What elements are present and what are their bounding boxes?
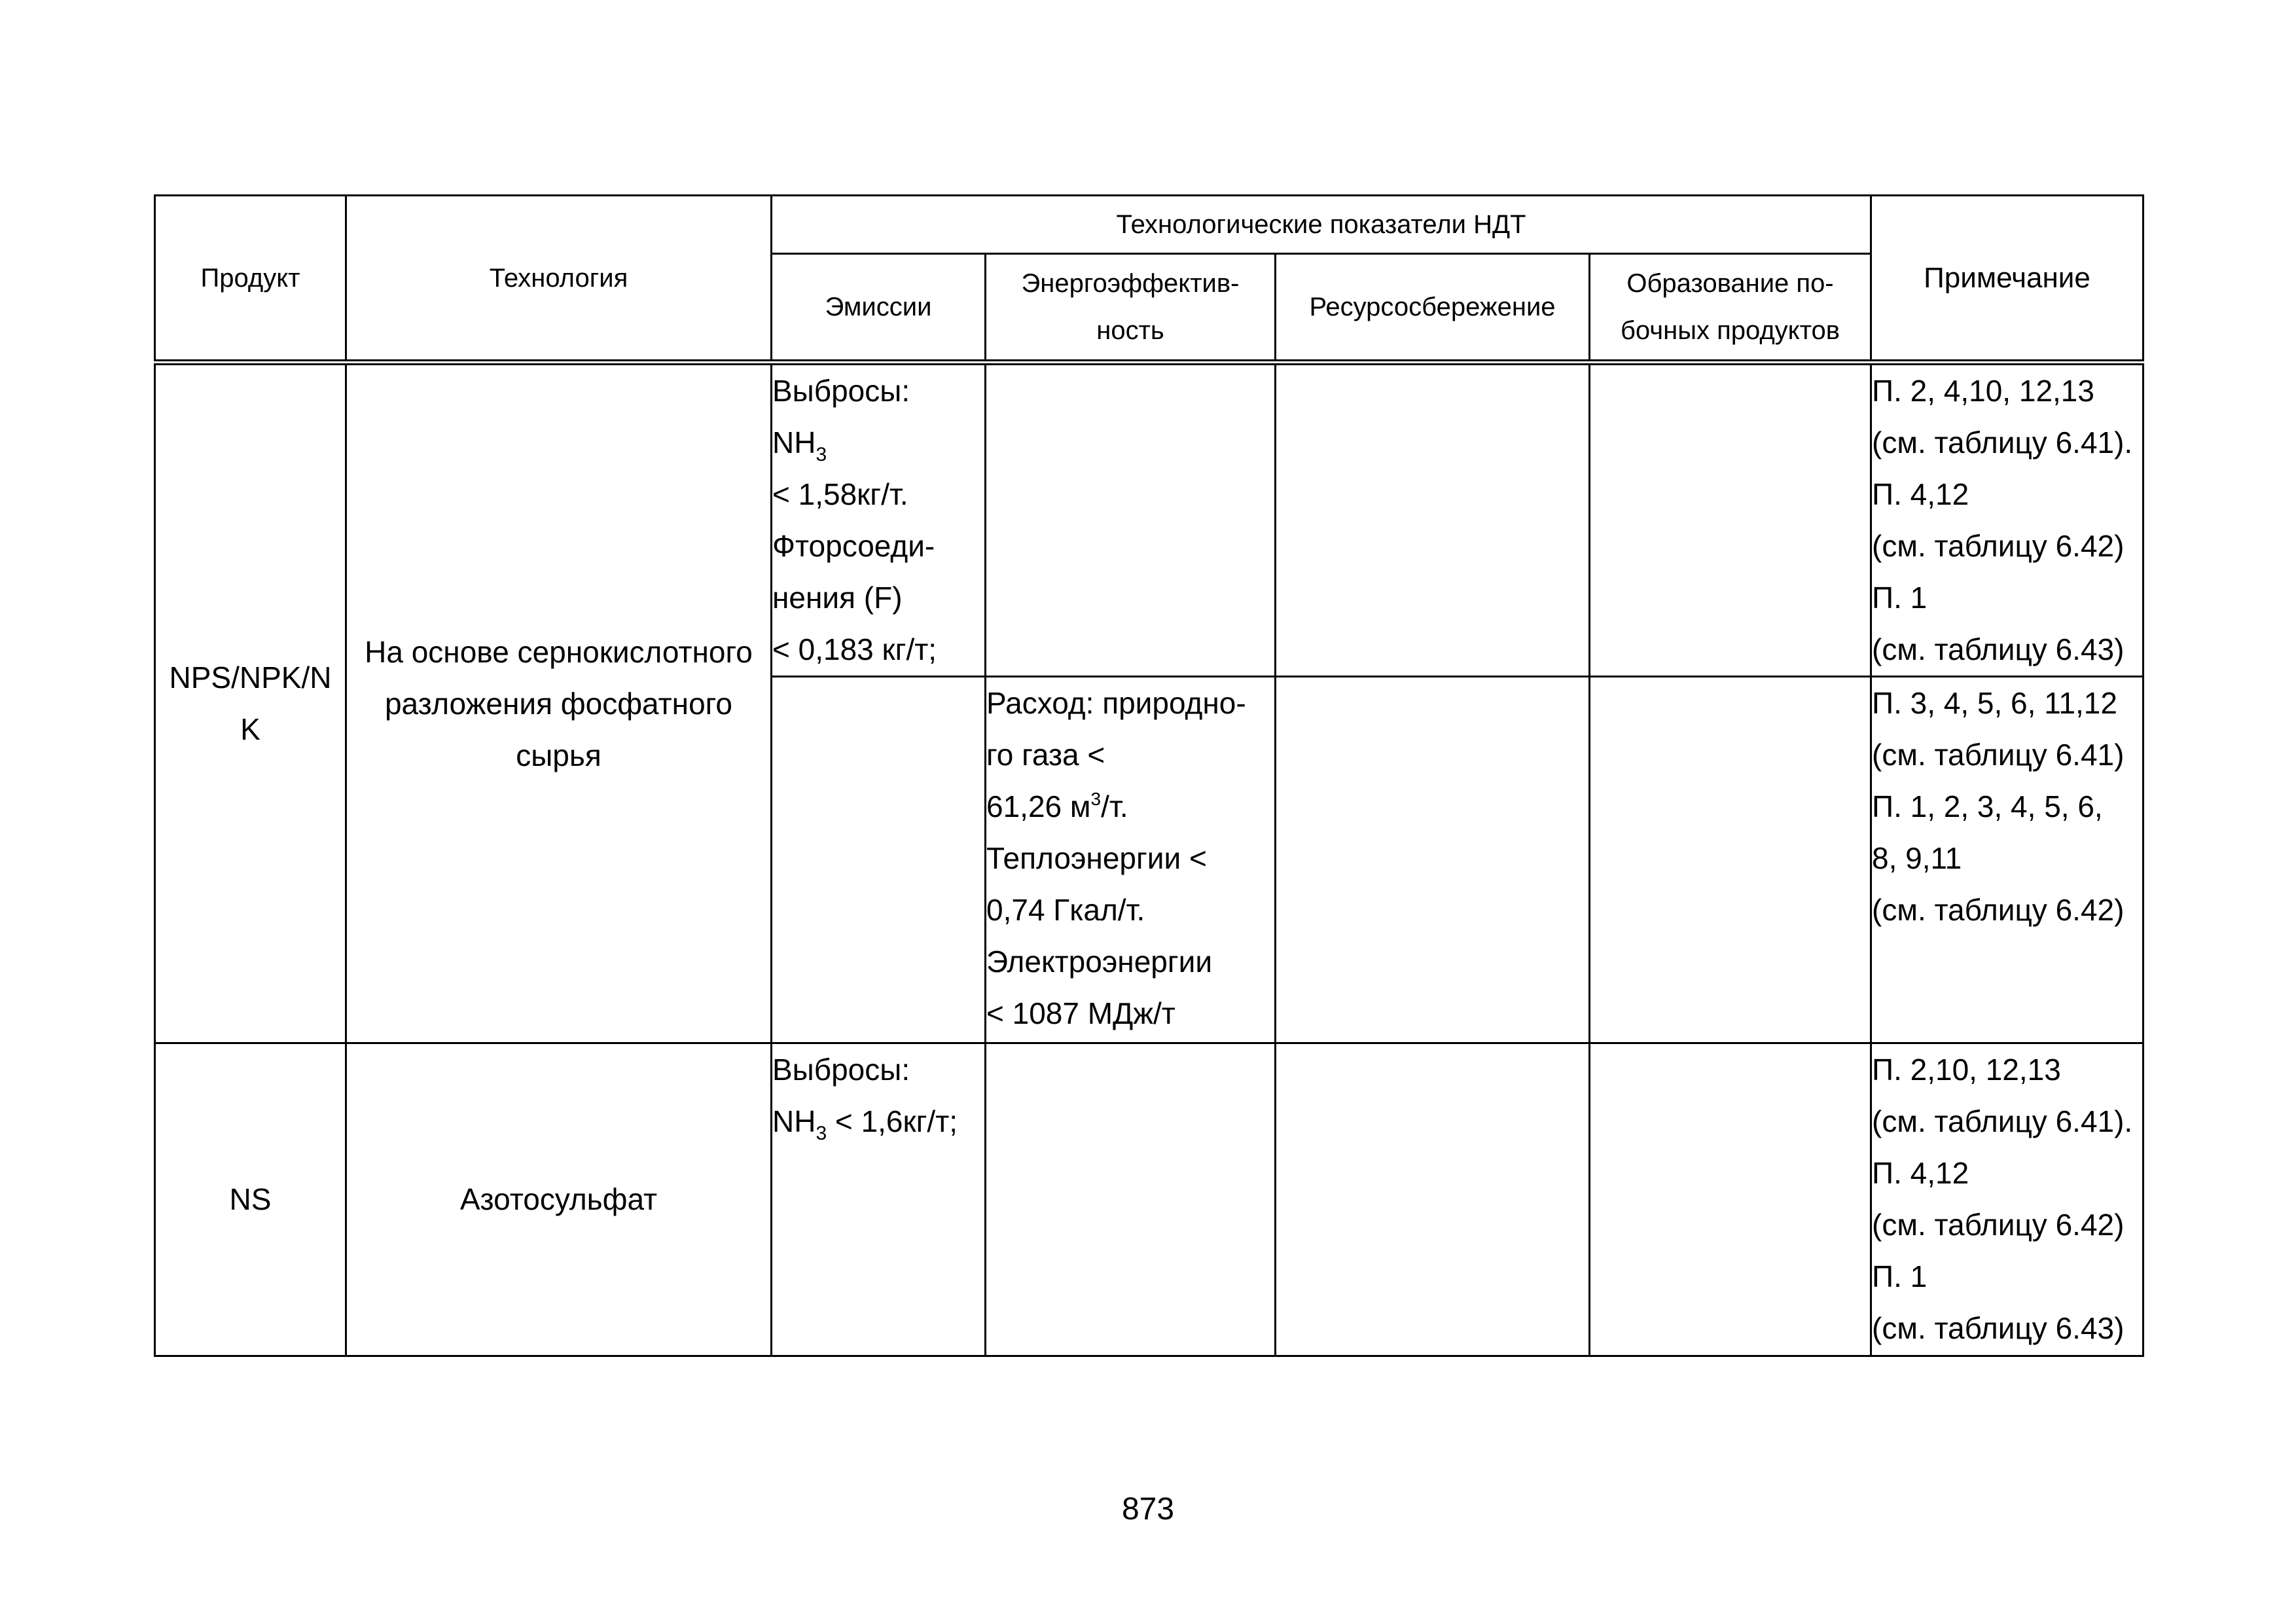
note-line6: (см. таблицу 6.43) [1872,1311,2125,1345]
superscript-3: 3 [1090,789,1102,809]
note-line4: (см. таблицу 6.42) [1872,1208,2125,1242]
resources-cell-empty [1276,363,1590,677]
header-resource-saving: Ресурсосбережение [1276,254,1590,363]
note-line6: (см. таблицу 6.43) [1872,632,2125,666]
header-row-1 [155,196,2144,254]
note-line2: (см. таблицу 6.41). [1872,425,2133,460]
technology-cell [346,363,772,1043]
emissions-line2 [772,1096,984,1147]
note-line4: (см. таблицу 6.42) [1872,529,2125,563]
emissions-line1: Выбросы: [772,374,910,408]
note-cell [1871,1043,2144,1356]
resources-cell-empty [1276,1043,1590,1356]
header-energy-line1: Энергоэффектив- [1021,269,1240,298]
note-cell [1871,677,2144,1043]
resources-cell-empty [1276,677,1590,1043]
emissions-cell [772,1043,986,1356]
energy-cell [986,677,1276,1043]
note-line2: (см. таблицу 6.41). [1872,1104,2133,1138]
subscript-3: 3 [816,1123,827,1144]
note-line1: П. 2,10, 12,13 [1872,1053,2061,1087]
note-line1: П. 2, 4,10, 12,13 [1872,374,2094,408]
note-line1: П. 3, 4, 5, 6, 11,12 [1872,686,2117,720]
note-line2: (см. таблицу 6.41) [1872,738,2125,772]
header-byproducts-line1: Образование по- [1626,269,1834,298]
page-number: 873 [1121,1492,1175,1526]
note-line5: П. 1 [1872,581,1928,615]
note-cell [1871,363,2144,677]
energy-line2: го газа < [986,738,1105,772]
energy-cell-empty [986,363,1276,677]
technology-line3: сырья [516,738,601,772]
byproducts-cell-empty [1590,677,1871,1043]
energy-line7: < 1087 МДж/т [986,996,1175,1030]
emissions-cell [772,363,986,677]
technology-line1: На основе сернокислотного [365,634,753,669]
emissions-line3: < 1,58кг/т. [772,477,908,511]
header-energy-efficiency [986,254,1276,363]
nh-limit: < 1,6кг/т; [827,1104,958,1138]
ndt-indicators-table [154,194,2144,1357]
byproducts-cell-empty [1590,1043,1871,1356]
product-cell: NS [155,1043,346,1356]
emissions-line5: нения (F) [772,581,903,615]
note-line3: П. 1, 2, 3, 4, 5, 6, [1872,789,2103,823]
energy-line4: Теплоэнергии < [986,841,1207,875]
technology-line2: разложения фосфатного [384,686,733,721]
emissions-line6: < 0,183 кг/т; [772,632,937,666]
energy-line6: Электроэнергии [986,945,1213,979]
product-line2: K [240,712,260,746]
energy-line1: Расход: природно- [986,686,1246,720]
header-note: Примечание [1871,196,2144,363]
header-product: Продукт [155,196,346,363]
energy-line5: 0,74 Гкал/т. [986,893,1145,927]
byproducts-cell-empty [1590,363,1871,677]
subscript-3: 3 [816,444,827,465]
header-energy-line2: ность [1096,316,1164,345]
header-emissions: Эмиссии [772,254,986,363]
note-line5: (см. таблицу 6.42) [1872,893,2125,927]
gas-value: 61,26 м [986,789,1091,823]
nh-text: NH [772,1104,816,1138]
note-line3: П. 4,12 [1872,1156,1969,1190]
table-row [155,363,2144,677]
emissions-line4: Фторсоеди- [772,529,935,563]
note-line4: 8, 9,11 [1872,841,1962,875]
emissions-cell-empty [772,677,986,1043]
header-byproducts-line2: бочных продуктов [1621,316,1840,345]
nh-text: NH [772,425,816,460]
note-line5: П. 1 [1872,1259,1928,1293]
header-byproducts [1590,254,1871,363]
gas-unit-tail: /т. [1101,789,1128,823]
technology-cell: Азотосульфат [346,1043,772,1356]
emissions-line1: Выбросы: [772,1053,910,1087]
header-ndt-indicators: Технологические показатели НДТ [772,196,1871,254]
header-technology: Технология [346,196,772,363]
product-cell [155,363,346,1043]
table-row [155,1043,2144,1356]
energy-line3 [986,781,1274,833]
energy-cell-empty [986,1043,1276,1356]
product-line1: NPS/NPK/N [169,660,332,695]
note-line3: П. 4,12 [1872,477,1969,511]
emissions-line2 [772,417,984,469]
